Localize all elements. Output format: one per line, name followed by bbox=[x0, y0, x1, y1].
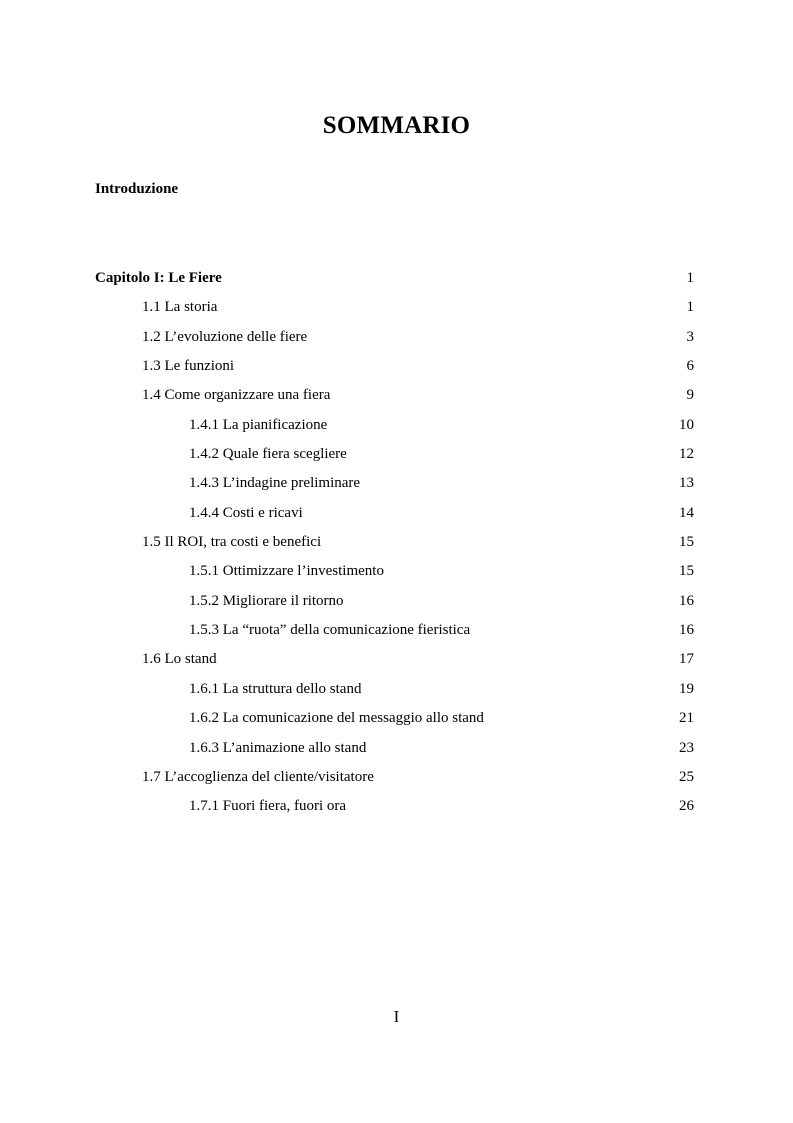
toc-entry bbox=[0, 499, 793, 528]
toc-entry-page: 19 bbox=[679, 680, 694, 697]
toc-entry-label: 1.6.3 L’animazione allo stand bbox=[189, 739, 367, 756]
toc-entry bbox=[0, 557, 793, 586]
toc-entry-page: 15 bbox=[679, 534, 694, 551]
table-of-contents bbox=[0, 264, 793, 822]
toc-entry-page: 10 bbox=[679, 416, 694, 433]
toc-entry-page: 3 bbox=[686, 328, 694, 345]
toc-entry-label: 1.4 Come organizzare una fiera bbox=[142, 387, 331, 404]
toc-entry-label: 1.4.2 Quale fiera scegliere bbox=[189, 446, 347, 463]
toc-entry-label: Capitolo I: Le Fiere bbox=[95, 270, 222, 286]
toc-entry-page: 1 bbox=[686, 270, 694, 286]
toc-entry-label: 1.6.2 La comunicazione del messaggio allo stand bbox=[189, 710, 484, 727]
toc-entry-page: 1 bbox=[686, 299, 694, 316]
toc-entry-page: 9 bbox=[686, 387, 694, 404]
toc-entry-label: 1.3 Le funzioni bbox=[142, 358, 235, 375]
toc-entry-label: 1.7.1 Fuori fiera, fuori ora bbox=[189, 798, 347, 815]
toc-entry bbox=[0, 381, 793, 410]
toc-entry bbox=[0, 352, 793, 381]
toc-entry-label: 1.5.2 Migliorare il ritorno bbox=[189, 592, 344, 609]
toc-entry bbox=[0, 763, 793, 792]
toc-entry-label: 1.5.1 Ottimizzare l’investimento bbox=[189, 563, 384, 580]
toc-entry-page: 21 bbox=[679, 710, 694, 727]
toc-entry-label: 1.4.1 La pianificazione bbox=[189, 416, 328, 433]
toc-entry bbox=[0, 792, 793, 821]
toc-entry-page: 13 bbox=[679, 475, 694, 492]
toc-entry-label: 1.5 Il ROI, tra costi e benefici bbox=[142, 534, 322, 551]
toc-entry-label: 1.6 Lo stand bbox=[142, 651, 217, 668]
toc-entry-page: 16 bbox=[679, 622, 694, 639]
toc-chapter-row bbox=[0, 264, 793, 293]
toc-entry bbox=[0, 587, 793, 616]
toc-entry-label: 1.7 L’accoglienza del cliente/visitatore bbox=[142, 768, 374, 785]
toc-entry-label: 1.1 La storia bbox=[142, 299, 218, 316]
toc-entry-page: 14 bbox=[679, 504, 694, 521]
toc-entry bbox=[0, 411, 793, 440]
toc-entry-label: 1.4.3 L’indagine preliminare bbox=[189, 475, 361, 492]
toc-entry-page: 16 bbox=[679, 592, 694, 609]
toc-entry bbox=[0, 734, 793, 763]
toc-entry-page: 26 bbox=[679, 798, 694, 815]
toc-introduction: Introduzione bbox=[95, 181, 179, 197]
toc-entry bbox=[0, 440, 793, 469]
toc-entry-label: 1.6.1 La struttura dello stand bbox=[189, 680, 362, 697]
toc-entry-label: 1.4.4 Costi e ricavi bbox=[189, 504, 303, 521]
toc-entry bbox=[0, 645, 793, 674]
page-title: SOMMARIO bbox=[322, 112, 471, 139]
toc-entry bbox=[0, 704, 793, 733]
toc-entry-page: 25 bbox=[679, 768, 694, 785]
toc-entry bbox=[0, 293, 793, 322]
toc-entry bbox=[0, 675, 793, 704]
toc-entry-page: 12 bbox=[679, 446, 694, 463]
toc-entry-page: 23 bbox=[679, 739, 694, 756]
toc-entry-page: 17 bbox=[679, 651, 694, 668]
toc-entry bbox=[0, 469, 793, 498]
toc-entry-page: 6 bbox=[686, 358, 694, 375]
toc-entry-label: 1.5.3 La “ruota” della comunicazione fieristica bbox=[189, 622, 471, 639]
toc-entry-label: 1.2 L’evoluzione delle fiere bbox=[142, 328, 308, 345]
toc-entry bbox=[0, 528, 793, 557]
toc-entry bbox=[0, 323, 793, 352]
page-number: I bbox=[393, 1007, 400, 1026]
toc-entry bbox=[0, 616, 793, 645]
toc-entry-page: 15 bbox=[679, 563, 694, 580]
